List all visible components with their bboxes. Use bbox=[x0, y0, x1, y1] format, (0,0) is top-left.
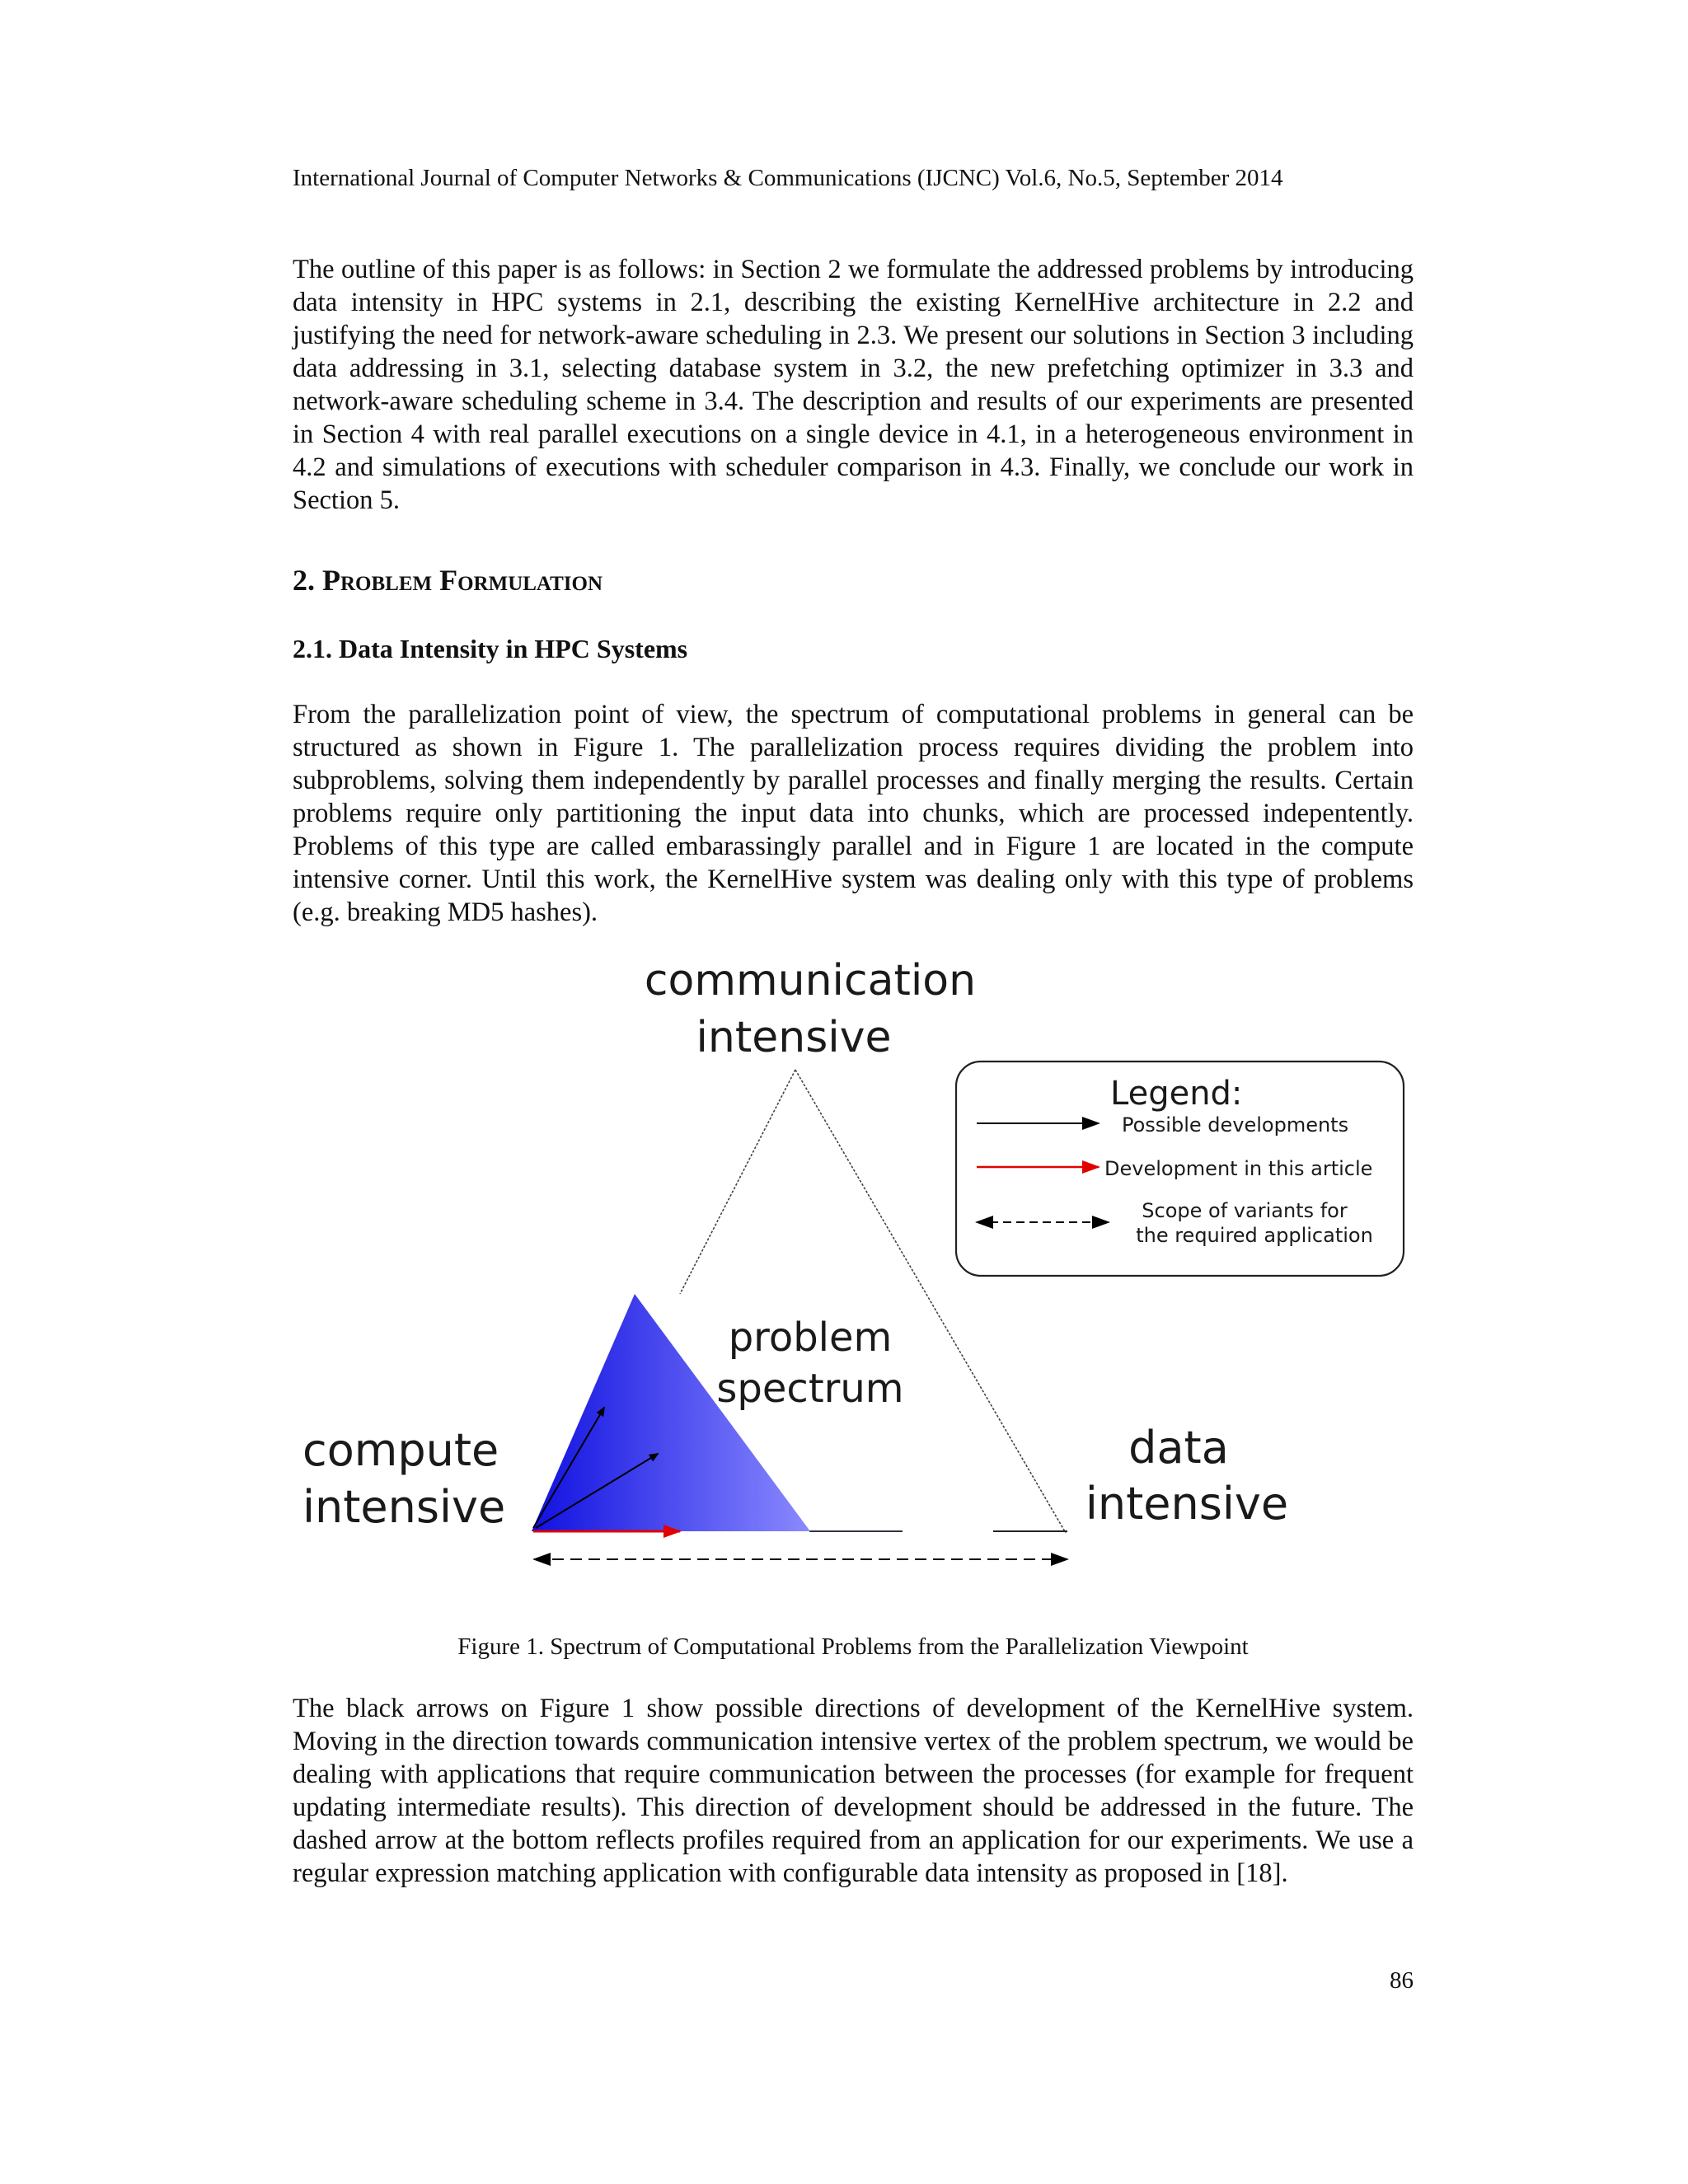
vertex-top-label-line1: communication bbox=[644, 956, 977, 1005]
legend-possible-label: Possible developments bbox=[1122, 1113, 1349, 1137]
figure-caption: Figure 1. Spectrum of Computational Problems from the Parallelization Viewpoint bbox=[457, 1633, 1249, 1660]
problem-spectrum-diagram bbox=[293, 948, 1414, 1591]
vertex-right-label-line2: intensive bbox=[1085, 1478, 1289, 1530]
running-header: International Journal of Computer Networks & Communications (IJCNC) Vol.6, No.5, September 2014 bbox=[293, 165, 1283, 191]
section-title: Problem Formulation bbox=[322, 564, 603, 597]
paragraph-outline: The outline of this paper is as follows: in Section 2 we formulate the addressed problems by introducing data intensity in HPC systems in 2.1, describing the existing KernelHive architecture in 2.2 and justifying the need for network-aware scheduling in 2.3. We present our solutions in Section 3 including data addressing in 3.1, selecting database system in 3.2, the new prefetching optimizer in 3.3 and network-aware scheduling scheme in 3.4. The description and results of our experiments are presented in Section 4 with real parallel executions on a single device in 4.1, in a heterogeneous environment in 4.2 and simulations of executions with scheduler comparison in 4.3. Finally, we conclude our work in Section 5. bbox=[293, 255, 1414, 515]
page-number: 86 bbox=[1390, 1967, 1414, 1994]
legend-title: Legend: bbox=[1110, 1075, 1243, 1113]
figure-1 bbox=[293, 948, 1414, 1591]
vertex-left-label-line2: intensive bbox=[302, 1481, 506, 1533]
legend-article-label: Development in this article bbox=[1104, 1157, 1373, 1180]
section-number: 2. bbox=[293, 564, 315, 597]
vertex-right-label-line1: data bbox=[1128, 1422, 1229, 1474]
vertex-top-label-line2: intensive bbox=[696, 1013, 892, 1062]
legend-scope-label-line2: the required application bbox=[1136, 1224, 1373, 1247]
subsection-heading: 2.1. Data Intensity in HPC Systems bbox=[293, 634, 688, 663]
center-label-line1: problem bbox=[728, 1315, 893, 1361]
vertex-left-label-line1: compute bbox=[302, 1424, 499, 1476]
paragraph-arrows: The black arrows on Figure 1 show possible directions of development of the KernelHive system. Moving in the direction towards communication intensive vertex of the problem spectrum, we would be dealing with applications that require communication between the processes (for example for frequent updating intermediate results). This direction of development should be addressed in the future. The dashed arrow at the bottom reflects profiles required from an application for our experiments. We use a regular expression matching application with configurable data intensity as proposed in [18]. bbox=[293, 1694, 1414, 1888]
legend bbox=[956, 1062, 1404, 1276]
section-heading bbox=[293, 560, 603, 600]
legend-scope-label-line1: Scope of variants for bbox=[1142, 1199, 1348, 1222]
triangle-left-edge bbox=[680, 1070, 795, 1294]
center-label-line2: spectrum bbox=[716, 1366, 904, 1412]
paragraph-spectrum: From the parallelization point of view, the spectrum of computational problems in general can be structured as shown in Figure 1. The parallelization process requires dividing the problem into subproblems, solving them independently by parallel processes and finally merging the results. Certain problems require only partitioning the input data into chunks, which are processed indepentently. Problems of this type are called embarassingly parallel and in Figure 1 are located in the compute intensive corner. Until this work, the KernelHive system was dealing only with this type of problems (e.g. breaking MD5 hashes). bbox=[293, 700, 1414, 927]
